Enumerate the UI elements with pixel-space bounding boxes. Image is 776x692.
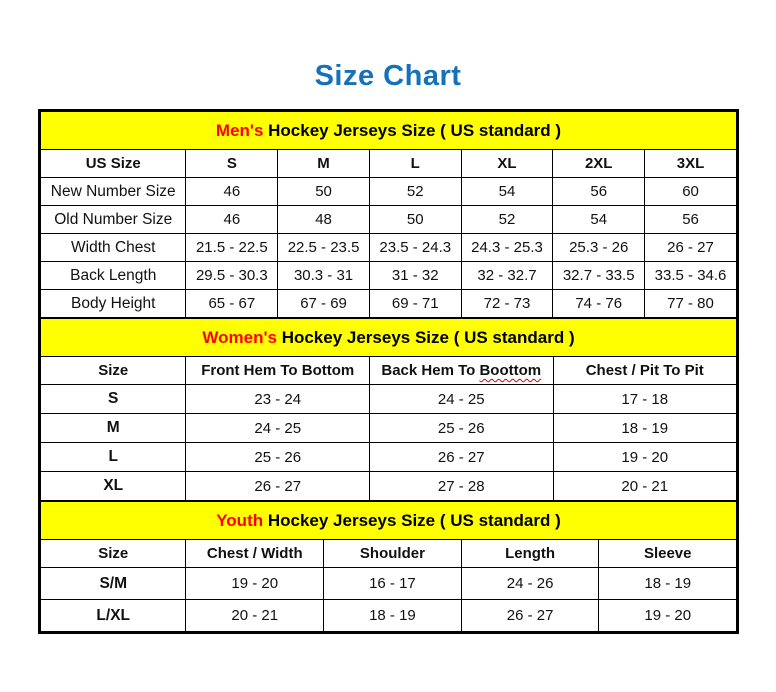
table-cell: 25 - 26 (369, 414, 553, 443)
youth-section-heading (41, 502, 737, 540)
table-cell: 46 (186, 178, 278, 206)
table-cell: 25.3 - 26 (553, 234, 645, 262)
table-cell: 30.3 - 31 (278, 262, 370, 290)
table-row (41, 568, 737, 600)
table-cell: 26 - 27 (369, 443, 553, 472)
womens-column-header-row (41, 357, 737, 385)
table-cell: 52 (461, 206, 553, 234)
row-label: New Number Size (41, 178, 186, 206)
table-cell: 31 - 32 (369, 262, 461, 290)
row-label: XL (41, 472, 186, 501)
table-cell: 67 - 69 (278, 290, 370, 318)
row-label: L/XL (41, 600, 186, 632)
womens-heading-rest: Hockey Jerseys Size ( US standard ) (276, 327, 575, 347)
table-row (41, 414, 737, 443)
mens-heading-accent: Men's (215, 120, 264, 140)
table-cell: 74 - 76 (553, 290, 645, 318)
table-cell: 46 (186, 206, 278, 234)
table-cell: 29.5 - 30.3 (186, 262, 278, 290)
table-cell: 19 - 20 (553, 443, 736, 472)
table-cell: 22.5 - 23.5 (278, 234, 370, 262)
table-row (41, 206, 737, 234)
table-cell: 18 - 19 (324, 600, 462, 632)
column-header: Length (461, 540, 599, 568)
table-row (41, 600, 737, 632)
table-cell: 50 (278, 178, 370, 206)
table-cell: 16 - 17 (324, 568, 462, 600)
misspelled-word-spellcheck-underline: Boottom (479, 362, 542, 379)
column-header: L (369, 150, 461, 178)
table-cell: 72 - 73 (461, 290, 553, 318)
mens-size-table (40, 111, 737, 318)
column-header: Front Hem To Bottom (186, 357, 370, 385)
page-title: Size Chart (314, 60, 462, 92)
table-cell: 20 - 21 (553, 472, 736, 501)
table-cell: 60 (645, 178, 737, 206)
column-header: XL (461, 150, 553, 178)
column-header: Sleeve (599, 540, 737, 568)
column-header: M (278, 150, 370, 178)
column-header: S (186, 150, 278, 178)
table-cell: 52 (369, 178, 461, 206)
column-header: 3XL (645, 150, 737, 178)
table-cell: 54 (461, 178, 553, 206)
table-cell: 18 - 19 (553, 414, 736, 443)
table-cell: 24 - 25 (186, 414, 370, 443)
table-cell: 23.5 - 24.3 (369, 234, 461, 262)
table-cell: 26 - 27 (645, 234, 737, 262)
table-cell: 56 (553, 178, 645, 206)
womens-section-heading (41, 319, 737, 357)
column-header: Chest / Width (186, 540, 324, 568)
youth-size-table (40, 501, 737, 632)
table-row (41, 234, 737, 262)
table-cell: 19 - 20 (599, 600, 737, 632)
table-row (41, 262, 737, 290)
table-cell: 19 - 20 (186, 568, 324, 600)
womens-heading-accent: Women's (202, 327, 277, 347)
table-cell: 33.5 - 34.6 (645, 262, 737, 290)
table-cell: 24 - 25 (369, 385, 553, 414)
table-cell: 32.7 - 33.5 (553, 262, 645, 290)
table-cell: 18 - 19 (599, 568, 737, 600)
table-cell: 25 - 26 (186, 443, 370, 472)
column-header: Shoulder (324, 540, 462, 568)
table-cell: 23 - 24 (186, 385, 370, 414)
table-cell: 20 - 21 (186, 600, 324, 632)
table-cell: 54 (553, 206, 645, 234)
row-label: M (41, 414, 186, 443)
table-row (41, 178, 737, 206)
table-cell: 24.3 - 25.3 (461, 234, 553, 262)
column-header (369, 357, 553, 385)
table-cell: 69 - 71 (369, 290, 461, 318)
column-header: 2XL (553, 150, 645, 178)
column-header: US Size (41, 150, 186, 178)
table-cell: 77 - 80 (645, 290, 737, 318)
row-label: S/M (41, 568, 186, 600)
size-chart-table (38, 109, 739, 634)
youth-heading-accent: Youth (216, 510, 264, 530)
column-header: Size (41, 357, 186, 385)
row-label: L (41, 443, 186, 472)
womens-size-table (40, 318, 737, 501)
column-header: Size (41, 540, 186, 568)
table-cell: 24 - 26 (461, 568, 599, 600)
table-cell: 50 (369, 206, 461, 234)
table-row (41, 385, 737, 414)
youth-heading-rest: Hockey Jerseys Size ( US standard ) (263, 510, 561, 530)
row-label: Old Number Size (41, 206, 186, 234)
row-label: Width Chest (41, 234, 186, 262)
table-cell: 32 - 32.7 (461, 262, 553, 290)
table-cell: 21.5 - 22.5 (186, 234, 278, 262)
table-cell: 17 - 18 (553, 385, 736, 414)
mens-column-header-row (41, 150, 737, 178)
column-header-text: Back Hem To (381, 362, 480, 379)
table-row (41, 472, 737, 501)
column-header: Chest / Pit To Pit (553, 357, 736, 385)
table-row (41, 290, 737, 318)
mens-section-heading (41, 112, 737, 150)
table-cell: 48 (278, 206, 370, 234)
table-cell: 65 - 67 (186, 290, 278, 318)
table-cell: 26 - 27 (461, 600, 599, 632)
row-label: Back Length (41, 262, 186, 290)
table-row (41, 443, 737, 472)
row-label: Body Height (41, 290, 186, 318)
row-label: S (41, 385, 186, 414)
mens-heading-rest: Hockey Jerseys Size ( US standard ) (263, 120, 562, 140)
table-cell: 56 (645, 206, 737, 234)
youth-column-header-row (41, 540, 737, 568)
table-cell: 27 - 28 (369, 472, 553, 501)
table-cell: 26 - 27 (186, 472, 370, 501)
